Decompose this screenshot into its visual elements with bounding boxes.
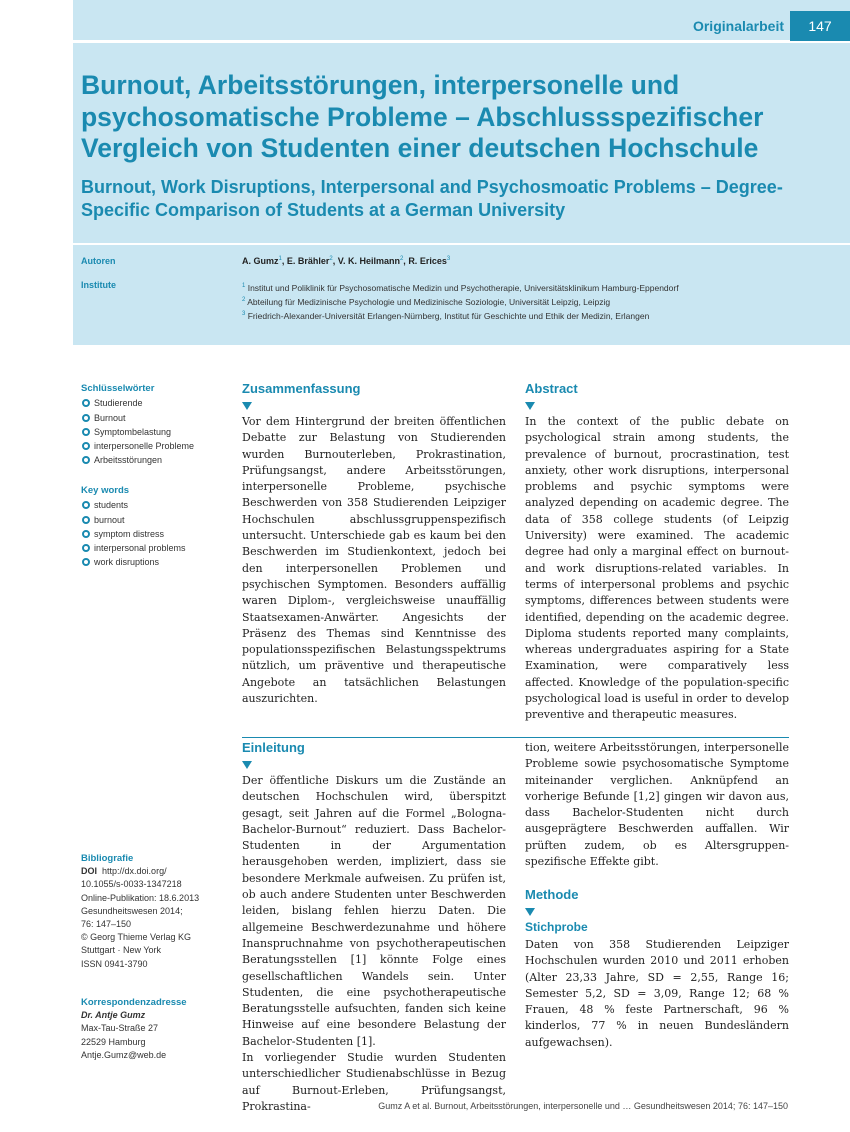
keywords-german-title: Schlüsselwörter [81, 383, 155, 394]
author-name: E. Brähler [286, 256, 330, 266]
correspondence-title: Korrespondenzadresse [81, 997, 187, 1008]
stichprobe-heading: Stichprobe [525, 920, 588, 934]
keyword-item: students [81, 498, 231, 512]
correspondence [81, 996, 187, 1062]
keywords-english [81, 484, 231, 570]
einleitung-paragraph: Der öffentliche Diskurs um die Zustände an deutschen Hochschulen wird, überspitzt gesagt, seit Jahren auf die Formel „Bologna-Bachelor-Burnout“ reduziert. Dass Bachelor-Studenten in der Argumentation herausgehoben werden, impliziert, dass sie besondere Merkmale aufweisen. Zu prüfen ist, ob auch andere Studenten unter Beschwerden leiden, bislang fehlen hierzu Daten. Die allgemeine Beschwerdezunahme und höhere Inanspruchnahme von psychotherapeutischen Beratungsstellen [1] könnte Folge eines gesellschaftlichen Wandels sein. Unter Studenten, die eine psychotherapeutische Beratungsstelle aufsuchten, fanden sich keine Hinweise auf eine besondere Belastung der Bachelor-Studenten [1]. [242, 774, 506, 1048]
section-arrow-icon [242, 761, 252, 769]
keyword-item: Studierende [81, 396, 231, 410]
einleitung-paragraph: tion, weitere Arbeitsstörungen, interpersonelle Probleme sowie psychosomatische Symptome miteinander verglichen. Anknüpfend an vorherige Befunde [1,2] gingen wir davon aus, dass Bachelor-Studenten nicht durch ausgeprägtere Beschwerden auffallen. Wir prüften zudem, ob es Altersgruppen-spezifische Effekte gibt. [525, 741, 789, 869]
methode-paragraph: Daten von 358 Studierenden Leipziger Hochschulen wurden 2010 und 2011 erhoben (Alter 23,33 Jahre, SD = 2,55, Range 16; Semester 5,2, SD = 3,09, Range 12; 68 % Frauen, 48 % feste Partnerschaft, 96 % kinderlos, 77 % in neuen Bundesländern aufgewachsen). [525, 938, 789, 1049]
institutes-label: Institute [81, 280, 116, 290]
german-title: Burnout, Arbeitsstörungen, interpersonelle und psychosomatische Probleme – Abschlussspezifischer Vergleich von Studenten einer deutschen Hochschule [81, 70, 764, 163]
section-arrow-icon [525, 908, 535, 916]
institute-item [242, 294, 679, 308]
doi-link[interactable]: http://dx.doi.org/ [102, 866, 167, 877]
methode-heading: Methode [525, 887, 579, 902]
keyword-item: symptom distress [81, 527, 231, 541]
doi-label: DOI [81, 866, 98, 877]
author-affiliation-mark: 1 [278, 256, 282, 262]
section-label: Originalarbeit [692, 18, 784, 34]
page-number: 147 [790, 11, 850, 41]
bibliography-line: Gesundheitswesen 2014; [81, 905, 183, 916]
abstract-heading: Abstract [525, 381, 578, 396]
keywords-english-title: Key words [81, 485, 130, 496]
correspondence-line: Max-Tau-Straße 27 [81, 1023, 159, 1034]
author-name: R. Erices [408, 256, 447, 266]
methode-text [525, 937, 789, 1051]
section-arrow-icon [242, 402, 252, 410]
keywords-german [81, 382, 231, 468]
einleitung-continuation [525, 740, 789, 870]
keyword-item: burnout [81, 513, 231, 527]
author-affiliation-mark: 3 [446, 256, 451, 262]
header-bar [73, 0, 850, 40]
author-list: A. Gumz$^1$, E. Brähler$^2$, V. K. Heilmann$^2$, R. Erices$^3$ [242, 256, 451, 266]
bibliography-line: 10.1055/s-0033-1347218 [81, 879, 182, 890]
institute-text: Institut und Poliklinik für Psychosomatische Medizin und Psychotherapie, Universitätsklinikum Hamburg-Eppendorf [247, 282, 679, 293]
institute-mark: 1 [242, 283, 246, 289]
author-affiliation-mark: 2 [329, 256, 333, 262]
bibliography-line: ISSN 0941-3790 [81, 958, 148, 969]
abstract-text [525, 414, 789, 724]
institute-mark: 2 [242, 296, 246, 303]
abstract-paragraph: In the context of the public debate on psychological strain among students, the prevalence of burnout, procrastination, test anxiety, other work disruptions, interpersonal problems and psychic symptoms were analyzed depending on academic degree. The data of 358 college students (of Leipzig University) were examined. The academic degree had only a marginal effect on burnout- and work disruptions-related variables. In terms of interpersonal problems and psychic symptoms, differences between students were identified, depending on the academic degree. Diploma students reported many complaints, whereas undergraduates aspiring for a State Examination, were comparatively less affected. Knowledge of the population-specific psychological load is useful in order to develop preventive and therapeutic measures. [525, 415, 789, 722]
bibliography [81, 852, 199, 971]
section-divider [242, 737, 789, 738]
author-name: V. K. Heilmann [337, 256, 400, 266]
correspondence-email[interactable]: Antje.Gumz@web.de [81, 1049, 167, 1060]
keyword-item: Burnout [81, 411, 231, 425]
author-name: A. Gumz [242, 256, 279, 266]
einleitung-text [242, 773, 506, 1115]
footer-citation: Gumz A et al. Burnout, Arbeitsstörungen, interpersonelle und … Gesundheitswesen 2014; 76: 147–150 [378, 1101, 788, 1111]
keyword-item: interpersonal problems [81, 541, 231, 555]
zusammenfassung-paragraph: Vor dem Hintergrund der breiten öffentlichen Debatte zur Belastung von Studierenden wurden Burnouterleben, Prokrastination, Prüfungsangst, andere Arbeitsstörungen, interpersonelle Probleme, psychische Beschwerden von 358 Studierenden Leipziger Hochschulen abschlussgruppenspezifisch untersucht. Unterschiede gab es kaum bei den Beschwerden im Studienkontext, jedoch bei den interpersonellen Problemen und psychischen Symptomen. Besonders auffällig waren Diplom-, vergleichsweise unauffällig Staatsexamen-Anwärter. Angesichts der Präsenz des Themas sind Kenntnisse des populationsspezifischen Belastungsspektrums nützlich, um präventive und therapeutische Angebote an tatsächlichen Belastungen auszurichten. [242, 415, 506, 706]
institute-item [242, 280, 679, 294]
correspondence-name: Dr. Antje Gumz [81, 1010, 146, 1021]
institute-list [242, 280, 679, 321]
authors-label: Autoren [81, 256, 116, 266]
keyword-item: Symptombelastung [81, 425, 231, 439]
correspondence-line: 22529 Hamburg [81, 1036, 146, 1047]
zusammenfassung-text [242, 414, 506, 707]
bibliography-title: Bibliografie [81, 853, 134, 864]
institute-text: Friedrich-Alexander-Universität Erlangen-Nürnberg, Institut für Geschichte und Ethik der Medizin, Erlangen [247, 310, 650, 321]
keyword-item: work disruptions [81, 555, 231, 569]
keyword-item: Arbeitsstörungen [81, 453, 231, 467]
einleitung-paragraph: In vorliegender Studie wurden Studenten unterschiedlicher Studienabschlüsse in Bezug auf Burnout-Erleben, Prüfungsangst, Prokrastina- [242, 1051, 506, 1113]
institute-mark: 3 [242, 310, 246, 317]
section-arrow-icon [525, 402, 535, 410]
bibliography-line: 76: 147–150 [81, 919, 132, 930]
zusammenfassung-heading: Zusammenfassung [242, 381, 361, 396]
bibliography-line: Stuttgart · New York [81, 945, 162, 956]
keyword-item: interpersonelle Probleme [81, 439, 231, 453]
institute-text: Abteilung für Medizinische Psychologie und Medizinische Soziologie, Universität Leipzig, Leipzig [247, 296, 611, 307]
author-affiliation-mark: 2 [399, 256, 404, 262]
doi-line [81, 865, 199, 878]
bibliography-line: © Georg Thieme Verlag KG [81, 932, 192, 943]
einleitung-heading: Einleitung [242, 740, 305, 755]
english-title: Burnout, Work Disruptions, Interpersonal and Psychosmoatic Problems – Degree-Specific Comparison of Students at a German University [81, 177, 783, 220]
institute-item [242, 308, 679, 322]
bibliography-line: Online-Publikation: 18.6.2013 [81, 892, 200, 903]
